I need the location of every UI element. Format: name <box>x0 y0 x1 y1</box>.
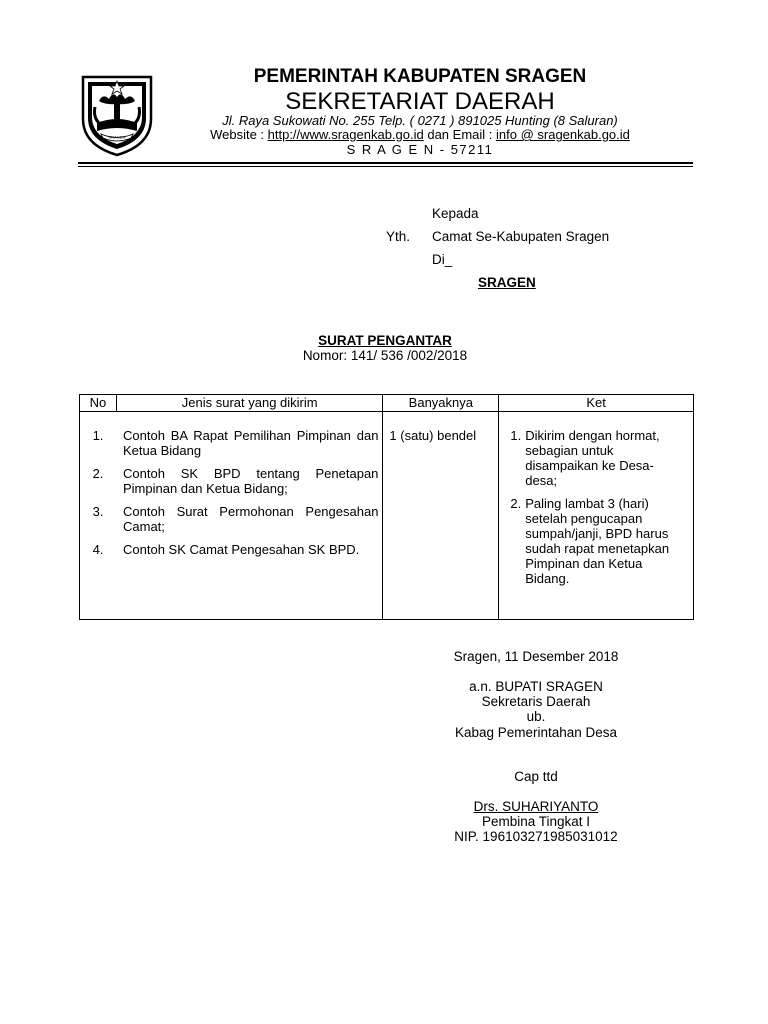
item-number: 1. <box>92 428 104 443</box>
header-divider-thick <box>78 162 693 164</box>
column-header-ket: Ket <box>499 395 694 412</box>
header-government-name: PEMERINTAH KABUPATEN SRAGEN <box>253 66 587 87</box>
note-text: Paling lambat 3 (hari) setelah pengucapan sumpah/janji, BPD harus sudah rapat menetapkan Pimpinan dan Ketua Bidang. <box>525 496 670 586</box>
list-item <box>80 504 382 534</box>
note-text: Dikirim dengan hormat, sebagian untuk disampaikan ke Desa-desa; <box>525 428 660 488</box>
quantity-cell: 1 (satu) bendel <box>383 412 499 620</box>
signature-stamp-note: Cap ttd <box>514 769 558 784</box>
signature-date: Sragen, 11 Desember 2018 <box>453 649 619 664</box>
items-cell <box>80 412 383 620</box>
letter-number: Nomor: 141/ 536 /002/2018 <box>302 348 468 363</box>
column-header-jenis: Jenis surat yang dikirim <box>116 395 382 412</box>
list-item <box>80 542 382 557</box>
recipient-di: Di_ <box>432 252 453 267</box>
header-city-postal: S R A G E N - 57211 <box>346 142 494 157</box>
list-item <box>80 428 382 458</box>
signature-ub: ub. <box>526 709 546 724</box>
item-text: Contoh SK BPD tentang Penetapan Pimpinan dan Ketua Bidang; <box>123 466 379 496</box>
header-office-name: SEKRETARIAT DAERAH <box>285 88 555 115</box>
regency-coat-of-arms-logo <box>79 71 155 157</box>
recipient-name: Camat Se-Kabupaten Sragen <box>432 229 610 244</box>
website-link[interactable]: http://www.sragenkab.go.id <box>267 127 424 142</box>
signatory-name: Drs. SUHARIYANTO <box>473 799 599 814</box>
note-number: 1. <box>510 428 522 443</box>
table-row <box>80 412 694 620</box>
signatory-nip: NIP. 196103271985031012 <box>454 829 618 844</box>
recipient-place: SRAGEN <box>478 275 536 290</box>
notes-cell <box>499 412 694 620</box>
column-header-banyaknya: Banyaknya <box>383 395 499 412</box>
email-prefix: dan Email : <box>423 127 496 142</box>
item-number: 3. <box>92 504 104 519</box>
letter-title: SURAT PENGANTAR <box>318 333 452 348</box>
note-number: 2. <box>510 496 522 511</box>
website-prefix: Website : <box>210 127 268 142</box>
column-header-no: No <box>80 395 117 412</box>
signature-role-secretary: Sekretaris Daerah <box>481 694 591 709</box>
header-contact <box>160 127 680 142</box>
header-address: Jl. Raya Sukowati No. 255 Telp. ( 0271 ) 891025 Hunting (8 Saluran) <box>222 113 618 128</box>
email-link[interactable]: info @ sragenkab.go.id <box>496 127 630 142</box>
item-number: 4. <box>92 542 104 557</box>
item-text: Contoh BA Rapat Pemilihan Pimpinan dan Ketua Bidang <box>123 428 379 458</box>
logo-caption: SRAGEN <box>108 134 126 140</box>
list-item <box>80 466 382 496</box>
signature-on-behalf: a.n. BUPATI SRAGEN <box>469 679 603 694</box>
item-text: Contoh Surat Permohonan Pengesahan Camat; <box>123 504 379 534</box>
header-divider-thin <box>78 166 693 167</box>
recipient-kepada: Kepada <box>432 206 479 221</box>
signature-role-head: Kabag Pemerintahan Desa <box>454 725 618 740</box>
list-item <box>499 428 693 488</box>
signatory-rank: Pembina Tingkat I <box>481 814 591 829</box>
item-number: 2. <box>92 466 104 481</box>
letter-items-table <box>79 394 694 620</box>
list-item <box>499 496 693 586</box>
recipient-yth: Yth. <box>386 229 411 244</box>
item-text: Contoh SK Camat Pengesahan SK BPD. <box>123 542 360 557</box>
